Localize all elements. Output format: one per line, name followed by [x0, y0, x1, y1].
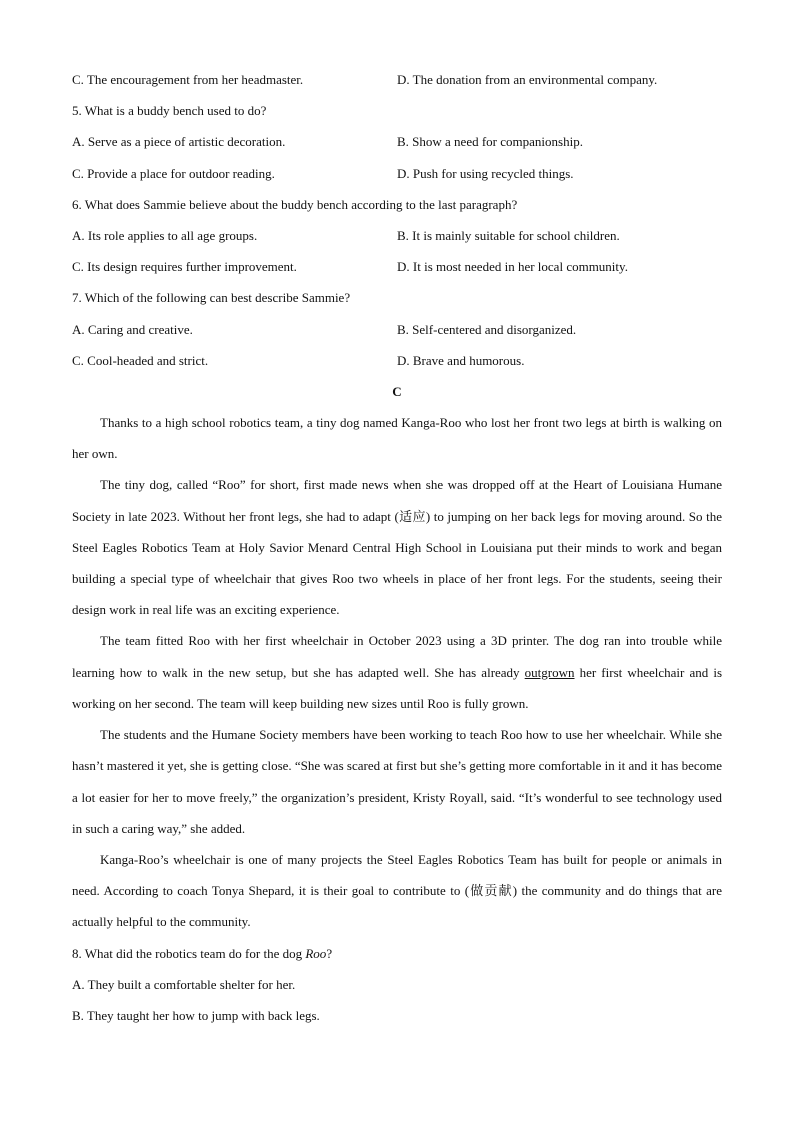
- q5-options-row-cd: [72, 158, 722, 189]
- q7-options-row-ab: [72, 314, 722, 345]
- q7-option-d: D. Brave and humorous.: [397, 352, 525, 368]
- q8-option-a: A. They built a comfortable shelter for her.: [72, 976, 296, 992]
- q8-stem-end: ?: [326, 945, 333, 961]
- q7-option-b: B. Self-centered and disorganized.: [397, 321, 577, 337]
- q8-stem-text: 8. What did the robotics team do for the dog: [72, 945, 306, 961]
- q4-options-row-cd: [72, 64, 722, 95]
- section-title: C: [392, 383, 402, 399]
- q5-option-a: A. Serve as a piece of artistic decoration.: [72, 134, 286, 150]
- passage-paragraph-5: Kanga-Roo’s wheelchair is one of many projects the Steel Eagles Robotics Team has built for people or animals in need. According to coach Tonya Shepard, it is their goal to contribute to (做贡献) the community and do things that are actually helpful to the community.: [72, 851, 722, 930]
- passage-paragraph-1: Thanks to a high school robotics team, a tiny dog named Kanga-Roo who lost her front two legs at birth is walking on her own.: [72, 415, 722, 462]
- q6-options-row-cd: [72, 251, 722, 282]
- passage-paragraph-2: The tiny dog, called “Roo” for short, first made news when she was dropped off at the Heart of Louisiana Humane Society in late 2023. Without her front legs, she had to adapt (适应) to jumping on her back legs for moving around. So the Steel Eagles Robotics Team at Holy Savior Menard Central High School in Louisiana put their minds to work and began building a special type of wheelchair that gives Roo two wheels in place of her front legs. For the students, seeing their design work in real life was an exciting experience.: [72, 477, 722, 618]
- q5-options-row-ab: [72, 126, 722, 157]
- q4-option-c: C. The encouragement from her headmaster.: [72, 72, 304, 87]
- q7-options-row-cd: [72, 345, 722, 376]
- q6-options-row-ab: [72, 220, 722, 251]
- passage-paragraph-3: [72, 625, 722, 719]
- q6-option-b: B. It is mainly suitable for school children.: [397, 227, 620, 243]
- paragraph-3-text-before: The team fitted Roo with her first wheelchair in October 2023 using a 3D printer. The dog ran into trouble while learning how to walk in the new setup, but she has adapted well. She has already: [72, 633, 722, 680]
- q5-option-d: D. Push for using recycled things.: [397, 165, 574, 181]
- q7-option-a: A. Caring and creative.: [72, 321, 193, 337]
- q6-option-c: C. Its design requires further improvement.: [72, 259, 297, 275]
- q7-stem: 7. Which of the following can best describe Sammie?: [72, 290, 351, 306]
- q6-option-d: D. It is most needed in her local community.: [397, 259, 628, 275]
- q7-option-c: C. Cool-headed and strict.: [72, 352, 209, 368]
- underlined-word: outgrown: [524, 664, 575, 680]
- q6-stem: 6. What does Sammie believe about the buddy bench according to the last paragraph?: [72, 196, 518, 212]
- q8-stem-dog-name: Roo: [305, 945, 327, 961]
- passage-paragraph-4: The students and the Humane Society members have been working to teach Roo how to use her wheelchair. While she hasn’t mastered it yet, she is getting close. “She was scared at first but she’s getting more comfortable in it and it has become a lot easier for her to move freely,” the organization’s president, Kristy Royall, said. “It’s wonderful to see technology used in such a caring way,” she added.: [72, 727, 722, 836]
- q8-stem: [72, 938, 722, 969]
- paragraph-3-text-after: her first wheelchair and is working on her second. The team will keep building new sizes until Roo is fully grown.: [72, 664, 723, 711]
- q6-option-a: A. Its role applies to all age groups.: [72, 227, 258, 243]
- q5-stem: 5. What is a buddy bench used to do?: [72, 103, 267, 119]
- q8-option-b: B. They taught her how to jump with back legs.: [72, 1007, 320, 1023]
- q4-option-d: D. The donation from an environmental company.: [397, 72, 658, 87]
- q5-option-b: B. Show a need for companionship.: [397, 134, 583, 150]
- q5-option-c: C. Provide a place for outdoor reading.: [72, 165, 275, 181]
- exam-page: [72, 64, 722, 1031]
